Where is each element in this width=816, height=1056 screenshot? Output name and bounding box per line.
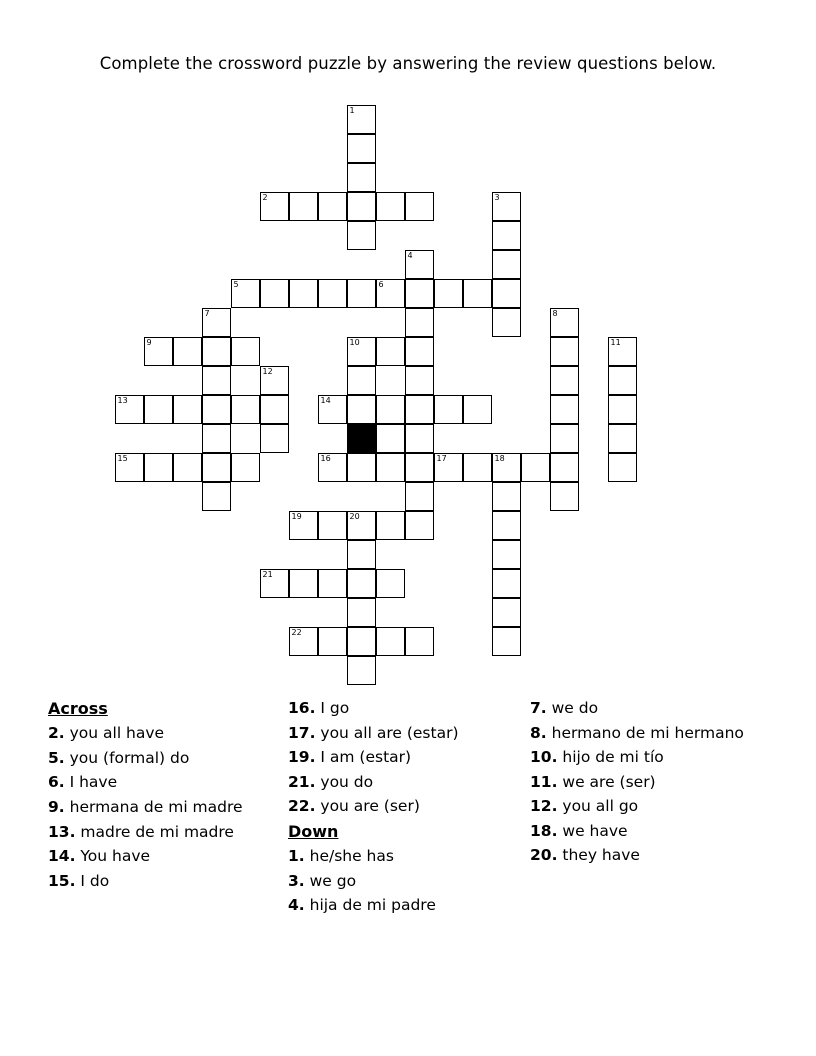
across-clue-list-1	[48, 722, 278, 893]
crossword-cell[interactable]	[405, 511, 434, 540]
crossword-cell[interactable]	[492, 221, 521, 250]
crossword-cell[interactable]	[492, 511, 521, 540]
crossword-cell[interactable]	[405, 337, 434, 366]
cell-number: 17	[436, 454, 447, 463]
clue-item	[288, 771, 518, 795]
cell-number: 4	[407, 251, 413, 260]
clue-number: 7.	[530, 699, 547, 717]
crossword-cell[interactable]	[289, 569, 318, 598]
cell-number: 15	[117, 454, 128, 463]
crossword-cell[interactable]	[434, 395, 463, 424]
crossword-cell[interactable]	[550, 453, 579, 482]
crossword-cell[interactable]	[202, 366, 231, 395]
cell-number: 1	[349, 106, 355, 115]
crossword-cell[interactable]	[144, 395, 173, 424]
crossword-cell[interactable]	[405, 250, 434, 279]
crossword-cell[interactable]	[231, 453, 260, 482]
crossword-cell[interactable]	[289, 511, 318, 540]
crossword-cell[interactable]	[608, 424, 637, 453]
crossword-cell[interactable]	[144, 337, 173, 366]
clue-item	[48, 821, 278, 845]
cell-number: 5	[233, 280, 239, 289]
crossword-cell[interactable]	[347, 569, 376, 598]
crossword-cell[interactable]	[405, 482, 434, 511]
down-clue-list-1	[288, 845, 518, 918]
crossword-cell[interactable]	[376, 569, 405, 598]
clue-text: hermano de mi hermano	[546, 723, 744, 742]
clue-item	[530, 795, 780, 819]
crossword-cell[interactable]	[492, 598, 521, 627]
crossword-cell[interactable]	[434, 279, 463, 308]
clue-text: they have	[557, 846, 640, 865]
crossword-cell[interactable]	[202, 482, 231, 511]
crossword-cell[interactable]	[550, 395, 579, 424]
clue-item	[48, 796, 278, 820]
clue-number: 18.	[530, 821, 558, 840]
crossword-cell[interactable]	[376, 337, 405, 366]
crossword-cell[interactable]	[376, 192, 405, 221]
crossword-cell[interactable]	[115, 453, 144, 482]
clue-item	[288, 722, 518, 746]
crossword-cell[interactable]	[405, 366, 434, 395]
cell-number: 3	[494, 193, 500, 202]
clue-number: 14.	[48, 847, 76, 866]
crossword-cell[interactable]	[347, 192, 376, 221]
crossword-cell[interactable]	[202, 337, 231, 366]
crossword-cell[interactable]	[202, 453, 231, 482]
crossword-cell[interactable]	[347, 453, 376, 482]
cell-number: 6	[378, 280, 384, 289]
crossword-grid	[0, 105, 816, 695]
clues-section	[0, 697, 816, 947]
clue-text: hija de mi padre	[304, 896, 436, 915]
crossword-cell[interactable]	[492, 540, 521, 569]
crossword-cell[interactable]	[318, 453, 347, 482]
crossword-cell[interactable]	[550, 424, 579, 453]
clue-item	[530, 722, 780, 746]
crossword-cell[interactable]	[405, 395, 434, 424]
cell-number: 19	[291, 512, 302, 521]
crossword-cell[interactable]	[521, 453, 550, 482]
clue-number: 13.	[48, 822, 76, 841]
crossword-cell[interactable]	[260, 395, 289, 424]
clue-item	[48, 845, 278, 869]
clue-number: 22.	[288, 797, 316, 816]
crossword-cell[interactable]	[347, 656, 376, 685]
clue-number: 5.	[48, 748, 65, 767]
crossword-cell[interactable]	[347, 598, 376, 627]
clue-item	[530, 746, 780, 770]
crossword-cell[interactable]	[318, 627, 347, 656]
crossword-cell[interactable]	[405, 192, 434, 221]
crossword-cell[interactable]	[492, 279, 521, 308]
clue-number: 6.	[48, 773, 65, 792]
crossword-cell[interactable]	[608, 453, 637, 482]
crossword-cell[interactable]	[376, 424, 405, 453]
crossword-cell[interactable]	[492, 482, 521, 511]
cell-number: 9	[146, 338, 152, 347]
cell-number: 12	[262, 367, 273, 376]
crossword-cell[interactable]	[289, 627, 318, 656]
cell-number: 2	[262, 193, 268, 202]
clue-text: You have	[75, 847, 151, 866]
crossword-block	[347, 424, 376, 453]
clue-number: 20.	[530, 846, 558, 865]
clue-number: 10.	[530, 748, 558, 767]
clue-text: madre de mi madre	[75, 822, 234, 841]
clue-number: 1.	[288, 847, 305, 866]
crossword-cell[interactable]	[492, 627, 521, 656]
clue-text: you are (ser)	[315, 797, 420, 816]
crossword-cell[interactable]	[115, 395, 144, 424]
crossword-cell[interactable]	[405, 627, 434, 656]
crossword-cell[interactable]	[231, 337, 260, 366]
clue-text: we go	[304, 871, 357, 890]
crossword-cell[interactable]	[347, 511, 376, 540]
crossword-cell[interactable]	[347, 627, 376, 656]
crossword-cell[interactable]	[550, 337, 579, 366]
clue-text: you (formal) do	[64, 748, 190, 767]
crossword-cell[interactable]	[289, 192, 318, 221]
cell-number: 7	[204, 309, 210, 318]
clue-number: 12.	[530, 797, 558, 816]
clue-text: we have	[557, 821, 628, 840]
crossword-cell[interactable]	[405, 424, 434, 453]
clue-item	[530, 844, 780, 868]
crossword-cell[interactable]	[492, 250, 521, 279]
clue-number: 17.	[288, 723, 316, 742]
clue-item	[48, 870, 278, 894]
cell-number: 16	[320, 454, 331, 463]
crossword-cell[interactable]	[405, 453, 434, 482]
clue-item	[288, 795, 518, 819]
clue-text: hermana de mi madre	[64, 797, 243, 816]
crossword-cell[interactable]	[318, 279, 347, 308]
clue-item	[288, 845, 518, 869]
cell-number: 21	[262, 570, 273, 579]
clues-column-3	[530, 697, 780, 869]
clue-number: 15.	[48, 871, 76, 890]
crossword-cell[interactable]	[173, 453, 202, 482]
clue-text: we do	[546, 699, 599, 717]
clue-number: 11.	[530, 772, 558, 791]
crossword-cell[interactable]	[347, 366, 376, 395]
crossword-cell[interactable]	[405, 279, 434, 308]
crossword-cell[interactable]	[347, 163, 376, 192]
crossword-cell[interactable]	[231, 395, 260, 424]
crossword-cell[interactable]	[173, 395, 202, 424]
across-heading: Across	[48, 699, 108, 718]
crossword-cell[interactable]	[550, 366, 579, 395]
clue-item	[530, 771, 780, 795]
crossword-cell[interactable]	[318, 192, 347, 221]
crossword-cell[interactable]	[608, 395, 637, 424]
crossword-cell[interactable]	[347, 221, 376, 250]
clue-item	[288, 697, 518, 721]
cell-number: 14	[320, 396, 331, 405]
clue-item	[288, 894, 518, 918]
cell-number: 8	[552, 309, 558, 318]
crossword-cell[interactable]	[318, 395, 347, 424]
crossword-cell[interactable]	[347, 337, 376, 366]
clue-number: 3.	[288, 871, 305, 890]
cell-number: 18	[494, 454, 505, 463]
page-title: Complete the crossword puzzle by answering the review questions below.	[99, 54, 717, 73]
clue-text: I have	[64, 773, 118, 792]
crossword-cell[interactable]	[260, 279, 289, 308]
crossword-cell[interactable]	[347, 540, 376, 569]
clue-number: 8.	[530, 723, 547, 742]
clues-column-1	[48, 697, 278, 894]
crossword-cell[interactable]	[492, 569, 521, 598]
crossword-cell[interactable]	[260, 192, 289, 221]
crossword-cell[interactable]	[202, 308, 231, 337]
crossword-cell[interactable]	[260, 424, 289, 453]
clue-text: I go	[315, 699, 350, 717]
crossword-cell[interactable]	[231, 279, 260, 308]
crossword-cell[interactable]	[347, 395, 376, 424]
crossword-cell[interactable]	[550, 308, 579, 337]
clue-number: 4.	[288, 896, 305, 915]
clue-item	[288, 870, 518, 894]
clue-text: you all are (estar)	[315, 723, 459, 742]
crossword-cell[interactable]	[318, 511, 347, 540]
crossword-cell[interactable]	[376, 627, 405, 656]
crossword-cell[interactable]	[376, 279, 405, 308]
clue-text: you all go	[557, 797, 639, 816]
crossword-cell[interactable]	[492, 308, 521, 337]
clue-item	[48, 747, 278, 771]
crossword-cell[interactable]	[202, 424, 231, 453]
crossword-cell[interactable]	[144, 453, 173, 482]
crossword-cell[interactable]	[608, 337, 637, 366]
crossword-cell[interactable]	[463, 453, 492, 482]
crossword-cell[interactable]	[318, 569, 347, 598]
crossword-cell[interactable]	[260, 366, 289, 395]
clue-number: 19.	[288, 748, 316, 767]
clue-text: I am (estar)	[315, 748, 412, 767]
clue-item	[530, 697, 780, 721]
crossword-cell[interactable]	[608, 366, 637, 395]
crossword-cell[interactable]	[405, 308, 434, 337]
crossword-cell[interactable]	[463, 395, 492, 424]
clue-item	[48, 771, 278, 795]
clue-item	[48, 722, 278, 746]
clue-item	[288, 746, 518, 770]
crossword-cell[interactable]	[347, 134, 376, 163]
crossword-cell[interactable]	[463, 279, 492, 308]
clue-number: 21.	[288, 772, 316, 791]
crossword-cell[interactable]	[376, 395, 405, 424]
cell-number: 22	[291, 628, 302, 637]
crossword-cell[interactable]	[492, 192, 521, 221]
clues-column-2	[288, 697, 518, 919]
crossword-cell[interactable]	[376, 511, 405, 540]
crossword-cell[interactable]	[434, 453, 463, 482]
crossword-cell[interactable]	[550, 482, 579, 511]
clue-text: I do	[75, 871, 110, 890]
clue-text: we are (ser)	[557, 772, 656, 791]
clue-item	[530, 820, 780, 844]
crossword-cell[interactable]	[202, 395, 231, 424]
clue-text: he/she has	[304, 847, 394, 866]
crossword-cell[interactable]	[173, 337, 202, 366]
crossword-cell[interactable]	[376, 453, 405, 482]
clue-number: 2.	[48, 724, 65, 743]
cell-number: 10	[349, 338, 360, 347]
clue-text: you all have	[64, 724, 165, 743]
crossword-cell[interactable]	[260, 569, 289, 598]
cell-number: 11	[610, 338, 621, 347]
crossword-cell[interactable]	[289, 279, 318, 308]
down-clue-list-2	[530, 697, 780, 868]
cell-number: 13	[117, 396, 128, 405]
crossword-cell[interactable]	[492, 453, 521, 482]
clue-text: hijo de mi tío	[557, 748, 664, 767]
crossword-cell[interactable]	[347, 279, 376, 308]
clue-number: 16.	[288, 699, 316, 717]
down-heading: Down	[288, 821, 339, 841]
across-clue-list-2	[288, 697, 518, 819]
crossword-cell[interactable]	[347, 105, 376, 134]
cell-number: 20	[349, 512, 360, 521]
clue-text: you do	[315, 772, 374, 791]
clue-number: 9.	[48, 797, 65, 816]
